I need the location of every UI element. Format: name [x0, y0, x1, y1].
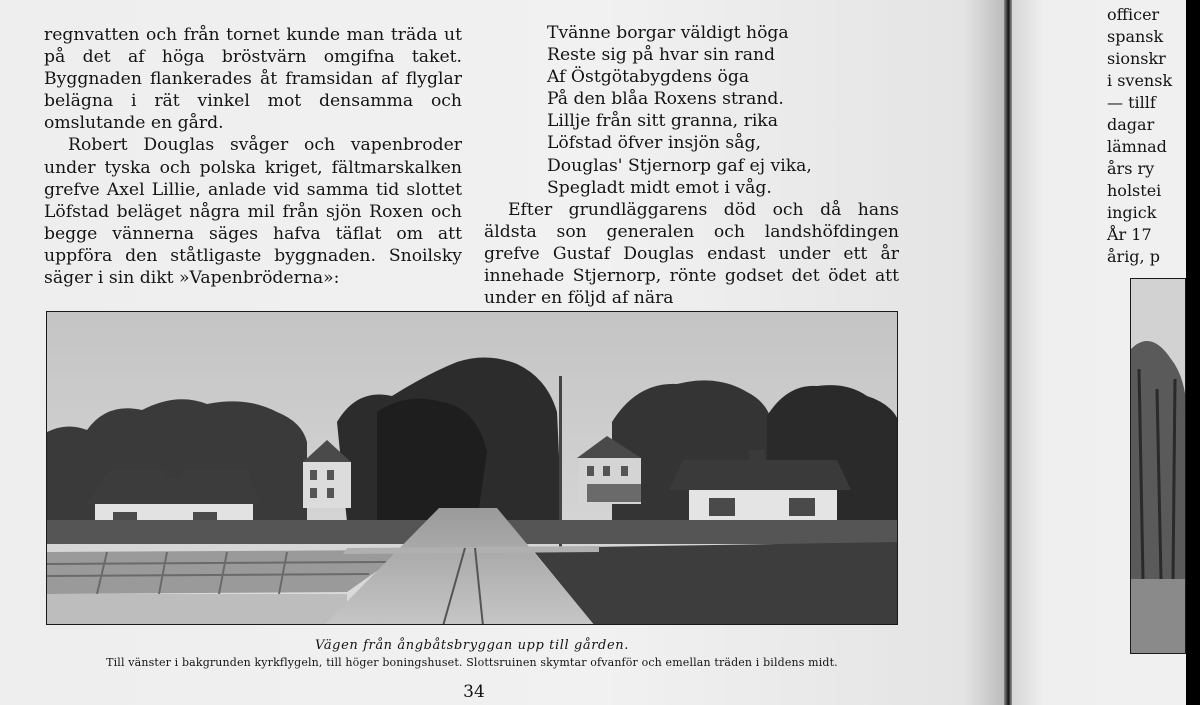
poem-line: Douglas' Stjernorp gaf ej vika,	[547, 155, 812, 176]
text-line: årig, p	[1107, 247, 1160, 266]
paragraph-1: regnvatten och från tornet kunde man träda ut på det af höga bröstvärn omgifna taket. Byggnaden flankerades åt framsidan af flyglar belägna i rät vinkel mot densamma och omslutande en gård.	[44, 25, 462, 134]
photograph-road-to-manor	[46, 311, 898, 625]
text-line: spansk	[1107, 27, 1164, 46]
text-column-right	[484, 22, 899, 309]
text-column-left	[44, 24, 462, 289]
right-photograph-illustration	[1131, 279, 1186, 654]
poem-line: Reste sig på hvar sin rand	[547, 45, 776, 66]
text-line: ingick	[1107, 203, 1157, 222]
right-page-text	[1107, 4, 1197, 268]
scan-edge	[1186, 0, 1200, 705]
paragraph-2: Robert Douglas svåger och vapenbroder under tyska och polska kriget, fältmarskalken grefve Axel Lillie, anlade vid samma tid slottet Löfstad beläget några mil från sjön Roxen och begge vännerna säges hafva täflat om att uppföra den ståtligaste byggnaden. Snoilsky säger i sin dikt »Vapenbröderna»:	[44, 135, 462, 289]
text-line: År 17	[1107, 225, 1152, 244]
text-line: holstei	[1107, 181, 1162, 200]
text-line: dagar	[1107, 115, 1155, 134]
text-line: officer	[1107, 5, 1160, 24]
figure-subcaption: Till vänster i bakgrunden kyrkflygeln, till höger boningshuset. Slottsruinen skymtar ofvanför och emellan träden i bildens midt.	[106, 656, 838, 669]
poem-line: Lillje från sitt granna, rika	[547, 111, 778, 132]
figure-caption: Vägen från ångbåtsbryggan upp till gården.	[315, 638, 629, 653]
text-line: i svensk	[1107, 71, 1173, 90]
paragraph-3: Efter grundläggarens död och då hans äldsta son generalen och landshöfdingen grefve Gustaf Douglas endast under ett år innehade Stjernorp, rönte godset det ödet att under en följd af nära	[484, 199, 899, 309]
poem-line: Spegladt midt emot i våg.	[547, 177, 772, 198]
text-line: års ry	[1107, 159, 1155, 178]
text-line: sionskr	[1107, 49, 1166, 68]
page-number: 34	[463, 682, 485, 702]
poem-line: Tvänne borgar väldigt höga	[547, 23, 789, 43]
right-page-photograph	[1130, 278, 1186, 654]
poem-line: Af Östgötabygdens öga	[547, 67, 750, 88]
poem-line: På den blåa Roxens strand.	[547, 89, 784, 110]
poem-line: Löfstad öfver insjön såg,	[547, 133, 761, 154]
book-gutter	[1004, 0, 1012, 705]
text-line: — tillf	[1107, 93, 1156, 112]
photograph-illustration	[47, 312, 898, 625]
poem-stanza	[547, 22, 899, 199]
text-line: lämnad	[1107, 137, 1167, 156]
